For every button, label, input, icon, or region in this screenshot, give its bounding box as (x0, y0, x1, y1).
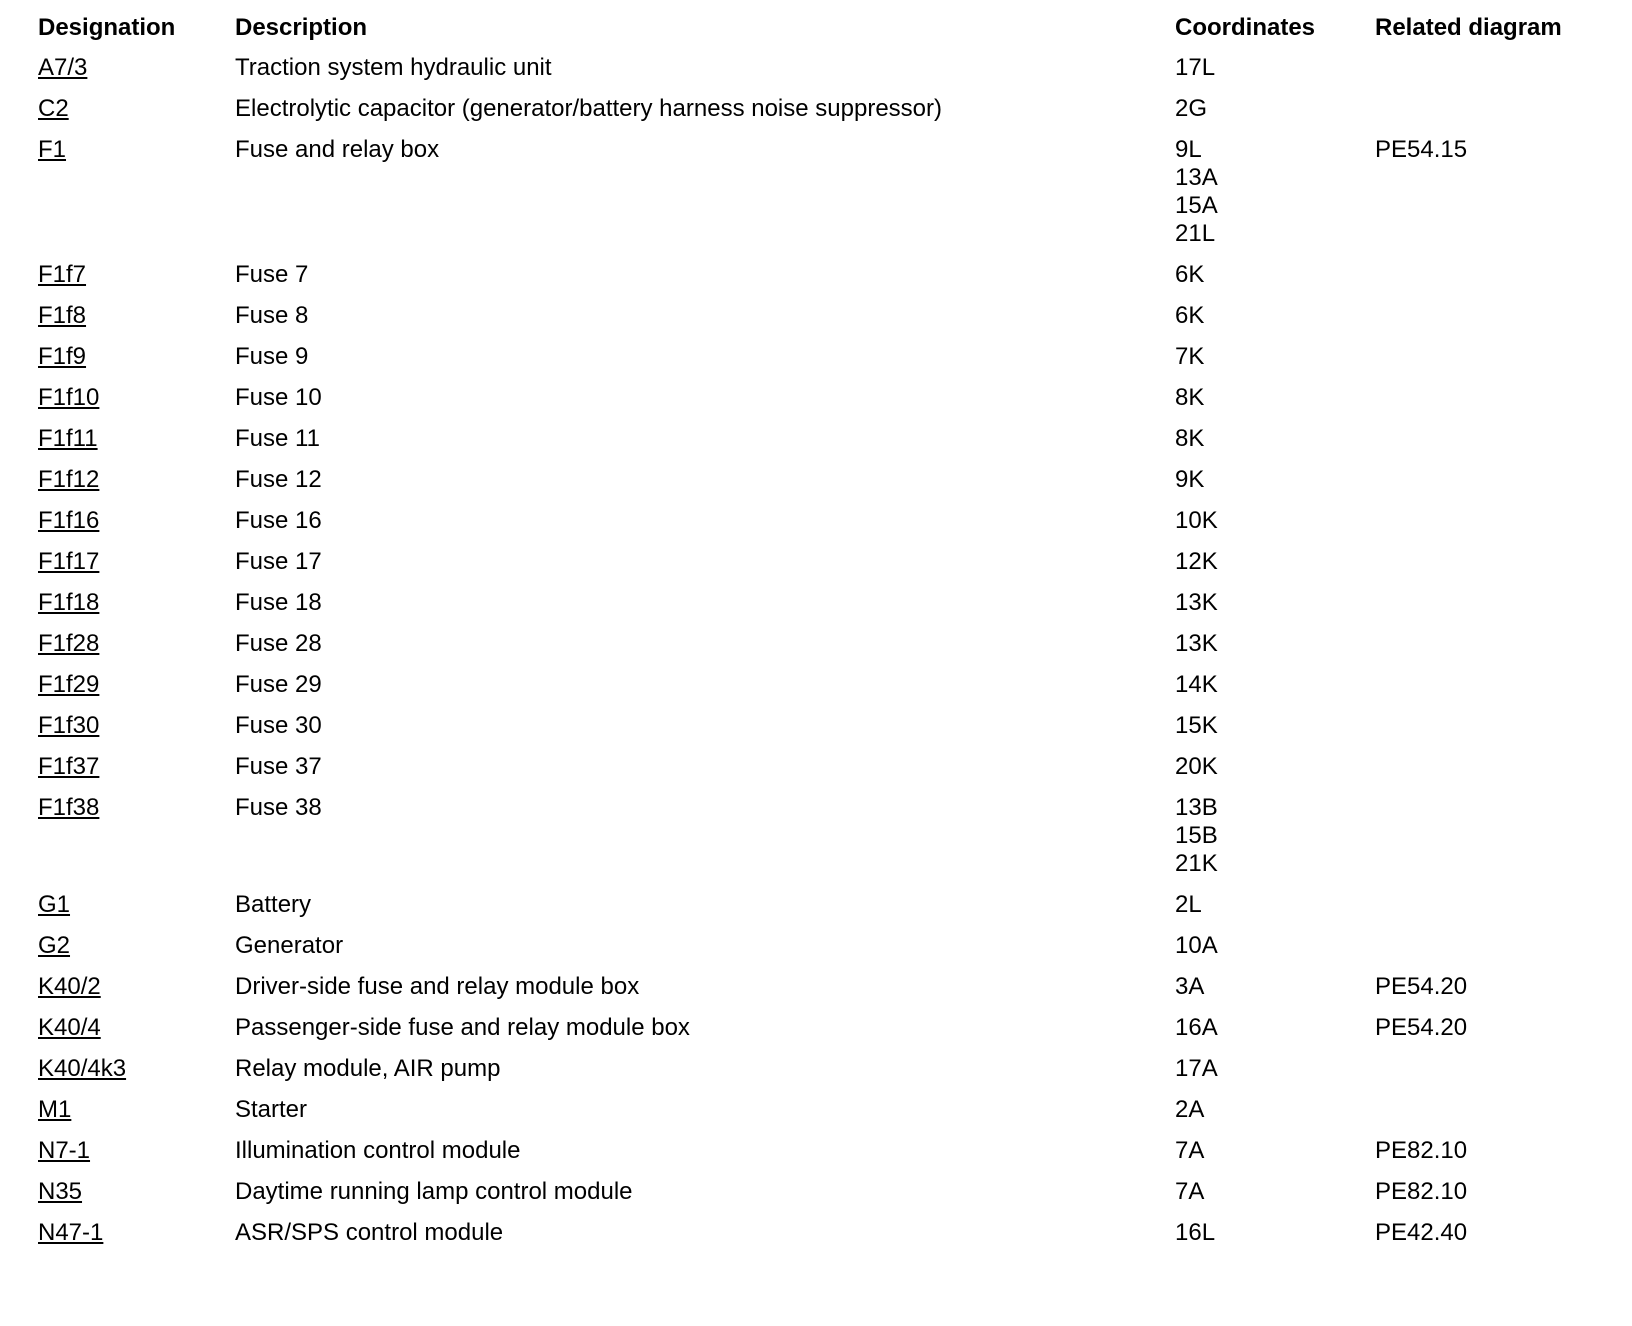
related-diagram-cell (1375, 664, 1615, 705)
coordinate-value: 20K (1175, 753, 1218, 780)
coordinate-value: 16A (1175, 1014, 1218, 1041)
table-row (38, 1007, 1615, 1048)
designation-link[interactable]: F1f38 (38, 794, 100, 821)
description-cell: Traction system hydraulic unit (235, 54, 552, 81)
designation-cell (38, 1048, 235, 1089)
related-diagram-cell (1375, 500, 1615, 541)
table-row (38, 582, 1615, 623)
table-row (38, 966, 1615, 1007)
designation-cell (38, 47, 235, 88)
description-cell: Fuse 12 (235, 466, 322, 493)
table-row (38, 336, 1615, 377)
designation-link[interactable]: F1f29 (38, 671, 100, 698)
coordinates-cell (1175, 541, 1375, 582)
coordinates-cell (1175, 1212, 1375, 1253)
related-diagram-cell (1375, 418, 1615, 459)
coordinate-value: 13K (1175, 589, 1218, 616)
description-cell: Fuse 30 (235, 712, 322, 739)
table-body (38, 47, 1615, 1253)
designation-link[interactable]: F1f37 (38, 753, 100, 780)
related-diagram-cell (1375, 459, 1615, 500)
designation-cell (38, 336, 235, 377)
header-coordinates: Coordinates (1175, 14, 1316, 41)
related-diagram-cell (1375, 541, 1615, 582)
related-diagram-cell (1375, 88, 1615, 129)
coordinate-value: 15B (1175, 822, 1218, 849)
coordinate-value: 7A (1175, 1137, 1205, 1164)
coordinates-cell (1175, 664, 1375, 705)
related-diagram-cell (1375, 582, 1615, 623)
coordinate-value: 7K (1175, 343, 1205, 370)
table-row (38, 1089, 1615, 1130)
description-cell: Relay module, AIR pump (235, 1055, 501, 1082)
designation-link[interactable]: F1 (38, 136, 67, 163)
description-cell: Generator (235, 932, 344, 959)
coordinates-cell (1175, 1171, 1375, 1212)
related-diagram-cell: PE42.40 (1375, 1219, 1468, 1246)
table-row (38, 500, 1615, 541)
designation-cell (38, 623, 235, 664)
coordinates-cell (1175, 925, 1375, 966)
coordinate-value: 9K (1175, 466, 1205, 493)
designation-cell (38, 377, 235, 418)
description-cell: Fuse 16 (235, 507, 322, 534)
designation-link[interactable]: N7-1 (38, 1137, 91, 1164)
designation-link[interactable]: A7/3 (38, 54, 88, 81)
related-diagram-cell: PE54.20 (1375, 973, 1468, 1000)
description-cell: Fuse 9 (235, 343, 309, 370)
designation-cell (38, 1007, 235, 1048)
coordinate-value: 12K (1175, 548, 1218, 575)
designation-link[interactable]: F1f18 (38, 589, 100, 616)
table-row (38, 47, 1615, 88)
component-legend-table (38, 10, 1615, 1253)
designation-cell (38, 541, 235, 582)
related-diagram-cell (1375, 336, 1615, 377)
designation-cell (38, 884, 235, 925)
header-description: Description (235, 14, 368, 41)
coordinates-cell (1175, 623, 1375, 664)
designation-cell (38, 705, 235, 746)
header-designation: Designation (38, 14, 176, 41)
designation-cell (38, 746, 235, 787)
designation-cell (38, 418, 235, 459)
related-diagram-cell (1375, 254, 1615, 295)
coordinates-cell (1175, 705, 1375, 746)
table-row (38, 623, 1615, 664)
designation-link[interactable]: N47-1 (38, 1219, 104, 1246)
coordinates-cell (1175, 500, 1375, 541)
coordinates-cell (1175, 787, 1375, 884)
coordinate-value: 16L (1175, 1219, 1216, 1246)
coordinates-cell (1175, 254, 1375, 295)
designation-link[interactable]: F1f28 (38, 630, 100, 657)
designation-cell (38, 1171, 235, 1212)
description-cell: Daytime running lamp control module (235, 1178, 633, 1205)
header-related-diagram: Related diagram (1375, 14, 1562, 41)
coordinate-value: 2G (1175, 95, 1208, 122)
description-cell: Fuse 29 (235, 671, 322, 698)
description-cell: Fuse 37 (235, 753, 322, 780)
designation-cell (38, 295, 235, 336)
coordinate-value: 10A (1175, 932, 1218, 959)
designation-cell (38, 664, 235, 705)
description-cell: Fuse 7 (235, 261, 309, 288)
related-diagram-cell (1375, 746, 1615, 787)
designation-cell (38, 254, 235, 295)
table-row (38, 925, 1615, 966)
related-diagram-cell: PE54.15 (1375, 136, 1468, 163)
table-row (38, 254, 1615, 295)
related-diagram-cell (1375, 884, 1615, 925)
description-cell: Fuse 28 (235, 630, 322, 657)
table-row (38, 1130, 1615, 1171)
description-cell: Fuse 11 (235, 425, 320, 452)
coordinate-value: 13K (1175, 630, 1218, 657)
coordinate-value: 14K (1175, 671, 1218, 698)
table-row (38, 459, 1615, 500)
coordinates-cell (1175, 1048, 1375, 1089)
coordinates-cell (1175, 966, 1375, 1007)
coordinate-value: 2L (1175, 891, 1202, 918)
table-row (38, 295, 1615, 336)
designation-link[interactable]: K40/4k3 (38, 1055, 127, 1082)
coordinates-cell (1175, 582, 1375, 623)
coordinate-value: 17L (1175, 54, 1216, 81)
designation-link[interactable]: F1f9 (38, 343, 87, 370)
description-cell: Fuse 8 (235, 302, 309, 329)
designation-cell (38, 582, 235, 623)
description-cell: Driver-side fuse and relay module box (235, 973, 640, 1000)
designation-cell (38, 1089, 235, 1130)
related-diagram-cell (1375, 925, 1615, 966)
coordinate-value: 6K (1175, 261, 1205, 288)
designation-link[interactable]: F1f10 (38, 384, 100, 411)
designation-link[interactable]: F1f30 (38, 712, 100, 739)
coordinates-cell (1175, 88, 1375, 129)
designation-link[interactable]: M1 (38, 1096, 72, 1123)
table-row (38, 1212, 1615, 1253)
coordinate-value: 13B (1175, 794, 1218, 821)
coordinate-value: 8K (1175, 384, 1205, 411)
related-diagram-cell (1375, 295, 1615, 336)
table-header (38, 10, 1615, 47)
coordinates-cell (1175, 459, 1375, 500)
coordinate-value: 15K (1175, 712, 1218, 739)
coordinates-cell (1175, 884, 1375, 925)
related-diagram-cell (1375, 623, 1615, 664)
table-row (38, 1048, 1615, 1089)
description-cell: ASR/SPS control module (235, 1219, 504, 1246)
description-cell: Illumination control module (235, 1137, 521, 1164)
coordinates-cell (1175, 295, 1375, 336)
table-row (38, 746, 1615, 787)
table-row (38, 884, 1615, 925)
coordinates-cell (1175, 418, 1375, 459)
coordinate-value: 6K (1175, 302, 1205, 329)
coordinates-cell (1175, 129, 1375, 254)
description-cell: Electrolytic capacitor (generator/battery harness noise suppressor) (235, 95, 942, 122)
table-row (38, 1171, 1615, 1212)
designation-link[interactable]: G1 (38, 891, 71, 918)
table-row (38, 129, 1615, 254)
table-row (38, 705, 1615, 746)
coordinate-value: 7A (1175, 1178, 1205, 1205)
description-cell: Battery (235, 891, 312, 918)
header-row (38, 10, 1615, 47)
designation-link[interactable]: F1f16 (38, 507, 100, 534)
coordinate-value: 2A (1175, 1096, 1205, 1123)
designation-cell (38, 966, 235, 1007)
coordinate-value: 9L (1175, 136, 1202, 163)
coordinate-value: 15A (1175, 192, 1218, 219)
description-cell: Fuse 38 (235, 794, 322, 821)
table-row (38, 787, 1615, 884)
description-cell: Fuse 17 (235, 548, 322, 575)
coordinate-value: 17A (1175, 1055, 1218, 1082)
coordinates-cell (1175, 377, 1375, 418)
designation-link[interactable]: F1f11 (38, 425, 98, 452)
designation-link[interactable]: K40/2 (38, 973, 101, 1000)
designation-cell (38, 88, 235, 129)
table-row (38, 377, 1615, 418)
table-row (38, 664, 1615, 705)
coordinate-value: 21L (1175, 220, 1216, 247)
related-diagram-cell: PE54.20 (1375, 1014, 1468, 1041)
coordinates-cell (1175, 1130, 1375, 1171)
coordinate-value: 13A (1175, 164, 1218, 191)
designation-cell (38, 129, 235, 254)
related-diagram-cell (1375, 787, 1615, 884)
designation-cell (38, 1212, 235, 1253)
coordinates-cell (1175, 746, 1375, 787)
coordinate-value: 8K (1175, 425, 1205, 452)
related-diagram-cell: PE82.10 (1375, 1137, 1468, 1164)
description-cell: Fuse 18 (235, 589, 322, 616)
designation-link[interactable]: K40/4 (38, 1014, 101, 1041)
designation-link[interactable]: F1f17 (38, 548, 100, 575)
description-cell: Fuse and relay box (235, 136, 440, 163)
description-cell: Passenger-side fuse and relay module box (235, 1014, 690, 1041)
coordinate-value: 21K (1175, 850, 1218, 877)
coordinates-cell (1175, 47, 1375, 88)
designation-link[interactable]: F1f12 (38, 466, 100, 493)
related-diagram-cell (1375, 1089, 1615, 1130)
designation-link[interactable]: G2 (38, 932, 71, 959)
designation-cell (38, 787, 235, 884)
designation-link[interactable]: N35 (38, 1178, 83, 1205)
table-row (38, 418, 1615, 459)
designation-cell (38, 1130, 235, 1171)
table-row (38, 541, 1615, 582)
coordinate-value: 10K (1175, 507, 1218, 534)
designation-cell (38, 925, 235, 966)
table-row (38, 88, 1615, 129)
related-diagram-cell (1375, 705, 1615, 746)
designation-link[interactable]: F1f7 (38, 261, 87, 288)
coordinates-cell (1175, 336, 1375, 377)
related-diagram-cell: PE82.10 (1375, 1178, 1468, 1205)
designation-link[interactable]: F1f8 (38, 302, 87, 329)
designation-link[interactable]: C2 (38, 95, 69, 122)
description-cell: Fuse 10 (235, 384, 322, 411)
related-diagram-cell (1375, 377, 1615, 418)
designation-cell (38, 500, 235, 541)
related-diagram-cell (1375, 1048, 1615, 1089)
related-diagram-cell (1375, 47, 1615, 88)
coordinate-value: 3A (1175, 973, 1205, 1000)
designation-cell (38, 459, 235, 500)
coordinates-cell (1175, 1007, 1375, 1048)
coordinates-cell (1175, 1089, 1375, 1130)
description-cell: Starter (235, 1096, 308, 1123)
